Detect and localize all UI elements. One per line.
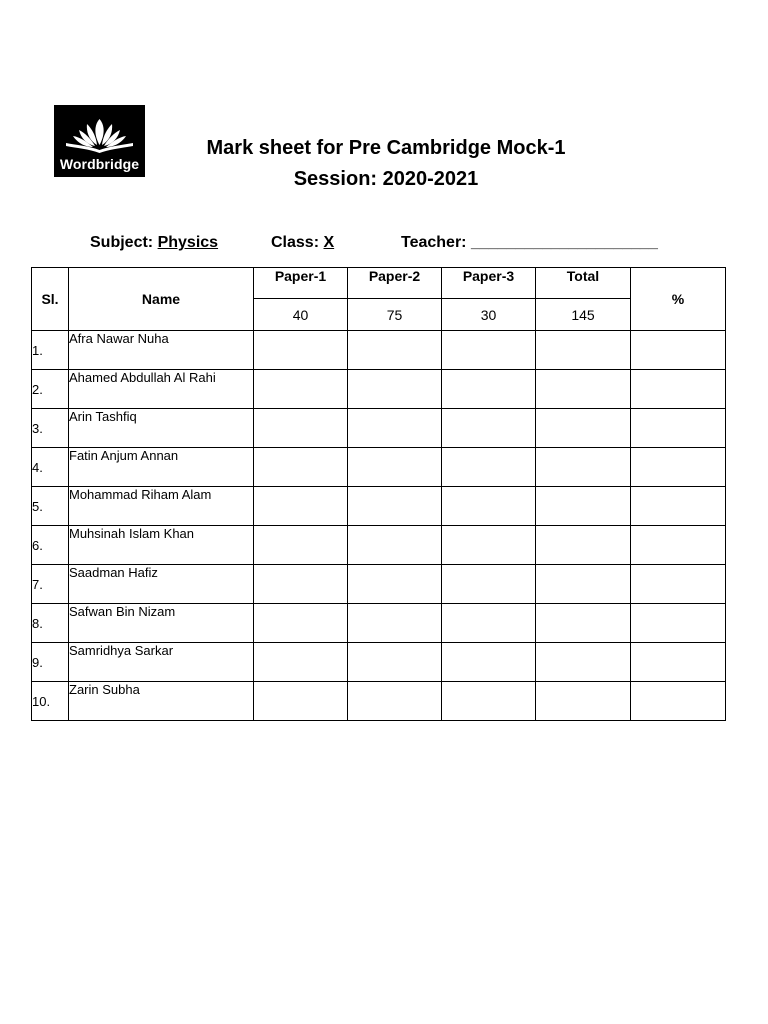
row-serial: 1. xyxy=(32,331,69,370)
student-name: Saadman Hafiz xyxy=(69,565,254,604)
total-cell xyxy=(536,604,631,643)
paper-2-cell xyxy=(348,682,442,721)
paper-2-cell xyxy=(348,487,442,526)
row-serial: 6. xyxy=(32,526,69,565)
marks-table xyxy=(31,267,726,721)
student-name: Afra Nawar Nuha xyxy=(69,331,254,370)
teacher-field xyxy=(401,234,658,252)
class-value: X xyxy=(323,234,335,251)
paper-3-cell xyxy=(442,526,536,565)
table-row xyxy=(32,643,726,682)
student-name: Samridhya Sarkar xyxy=(69,643,254,682)
paper-2-cell xyxy=(348,643,442,682)
total-cell xyxy=(536,643,631,682)
paper-3-cell xyxy=(442,643,536,682)
logo-text: Wordbridge xyxy=(59,156,140,172)
paper-2-cell xyxy=(348,526,442,565)
total-cell xyxy=(536,370,631,409)
student-name: Muhsinah Islam Khan xyxy=(69,526,254,565)
paper-2-cell xyxy=(348,331,442,370)
student-name: Arin Tashfiq xyxy=(69,409,254,448)
percent-cell xyxy=(631,487,726,526)
total-cell xyxy=(536,409,631,448)
row-serial: 9. xyxy=(32,643,69,682)
row-serial: 5. xyxy=(32,487,69,526)
paper-1-cell xyxy=(254,487,348,526)
paper-3-cell xyxy=(442,409,536,448)
paper-3-cell xyxy=(442,370,536,409)
class-field xyxy=(271,234,334,252)
paper-2-cell xyxy=(348,565,442,604)
subject-value: Physics xyxy=(157,234,219,251)
row-serial: 7. xyxy=(32,565,69,604)
wordbridge-logo xyxy=(54,105,145,177)
page-title: Mark sheet for Pre Cambridge Mock-1 xyxy=(206,137,566,159)
total-cell xyxy=(536,682,631,721)
table-row xyxy=(32,331,726,370)
total-cell xyxy=(536,331,631,370)
teacher-blank: _____________________ xyxy=(470,234,658,251)
table-row xyxy=(32,370,726,409)
row-serial: 3. xyxy=(32,409,69,448)
header-total: Total xyxy=(536,268,631,299)
paper-1-cell xyxy=(254,448,348,487)
subject-label: Subject: xyxy=(90,234,154,251)
paper-3-cell xyxy=(442,448,536,487)
student-name: Zarin Subha xyxy=(69,682,254,721)
percent-cell xyxy=(631,331,726,370)
paper-1-cell xyxy=(254,643,348,682)
total-cell xyxy=(536,448,631,487)
paper-2-cell xyxy=(348,409,442,448)
class-label: Class: xyxy=(271,234,320,251)
row-serial: 4. xyxy=(32,448,69,487)
percent-cell xyxy=(631,643,726,682)
header-sl: Sl. xyxy=(32,268,69,331)
paper-1-cell xyxy=(254,604,348,643)
table-row xyxy=(32,565,726,604)
student-name: Fatin Anjum Annan xyxy=(69,448,254,487)
row-serial: 8. xyxy=(32,604,69,643)
paper-1-cell xyxy=(254,565,348,604)
percent-cell xyxy=(631,370,726,409)
table-row xyxy=(32,487,726,526)
subject-field xyxy=(90,234,218,252)
full-marks-paper-2: 75 xyxy=(348,299,442,331)
paper-3-cell xyxy=(442,565,536,604)
percent-cell xyxy=(631,565,726,604)
paper-1-cell xyxy=(254,526,348,565)
total-cell xyxy=(536,526,631,565)
full-marks-paper-1: 40 xyxy=(254,299,348,331)
student-name: Safwan Bin Nizam xyxy=(69,604,254,643)
paper-3-cell xyxy=(442,331,536,370)
header-paper-1: Paper-1 xyxy=(254,268,348,299)
session-title: Session: 2020-2021 xyxy=(293,168,479,190)
table-row xyxy=(32,409,726,448)
percent-cell xyxy=(631,409,726,448)
full-marks-total: 145 xyxy=(536,299,631,331)
table-row xyxy=(32,448,726,487)
table-row xyxy=(32,682,726,721)
table-row xyxy=(32,526,726,565)
percent-cell xyxy=(631,448,726,487)
paper-3-cell xyxy=(442,682,536,721)
percent-cell xyxy=(631,526,726,565)
row-serial: 2. xyxy=(32,370,69,409)
paper-2-cell xyxy=(348,370,442,409)
paper-3-cell xyxy=(442,604,536,643)
paper-1-cell xyxy=(254,331,348,370)
row-serial: 10. xyxy=(32,682,69,721)
teacher-label: Teacher: xyxy=(401,234,467,251)
header-paper-2: Paper-2 xyxy=(348,268,442,299)
paper-1-cell xyxy=(254,370,348,409)
header-paper-3: Paper-3 xyxy=(442,268,536,299)
header-name: Name xyxy=(69,268,254,331)
paper-1-cell xyxy=(254,409,348,448)
paper-2-cell xyxy=(348,604,442,643)
header-percent: % xyxy=(631,268,726,331)
total-cell xyxy=(536,565,631,604)
table-row xyxy=(32,604,726,643)
paper-3-cell xyxy=(442,487,536,526)
total-cell xyxy=(536,487,631,526)
student-name: Ahamed Abdullah Al Rahi xyxy=(69,370,254,409)
paper-2-cell xyxy=(348,448,442,487)
percent-cell xyxy=(631,604,726,643)
paper-1-cell xyxy=(254,682,348,721)
full-marks-paper-3: 30 xyxy=(442,299,536,331)
student-name: Mohammad Riham Alam xyxy=(69,487,254,526)
percent-cell xyxy=(631,682,726,721)
